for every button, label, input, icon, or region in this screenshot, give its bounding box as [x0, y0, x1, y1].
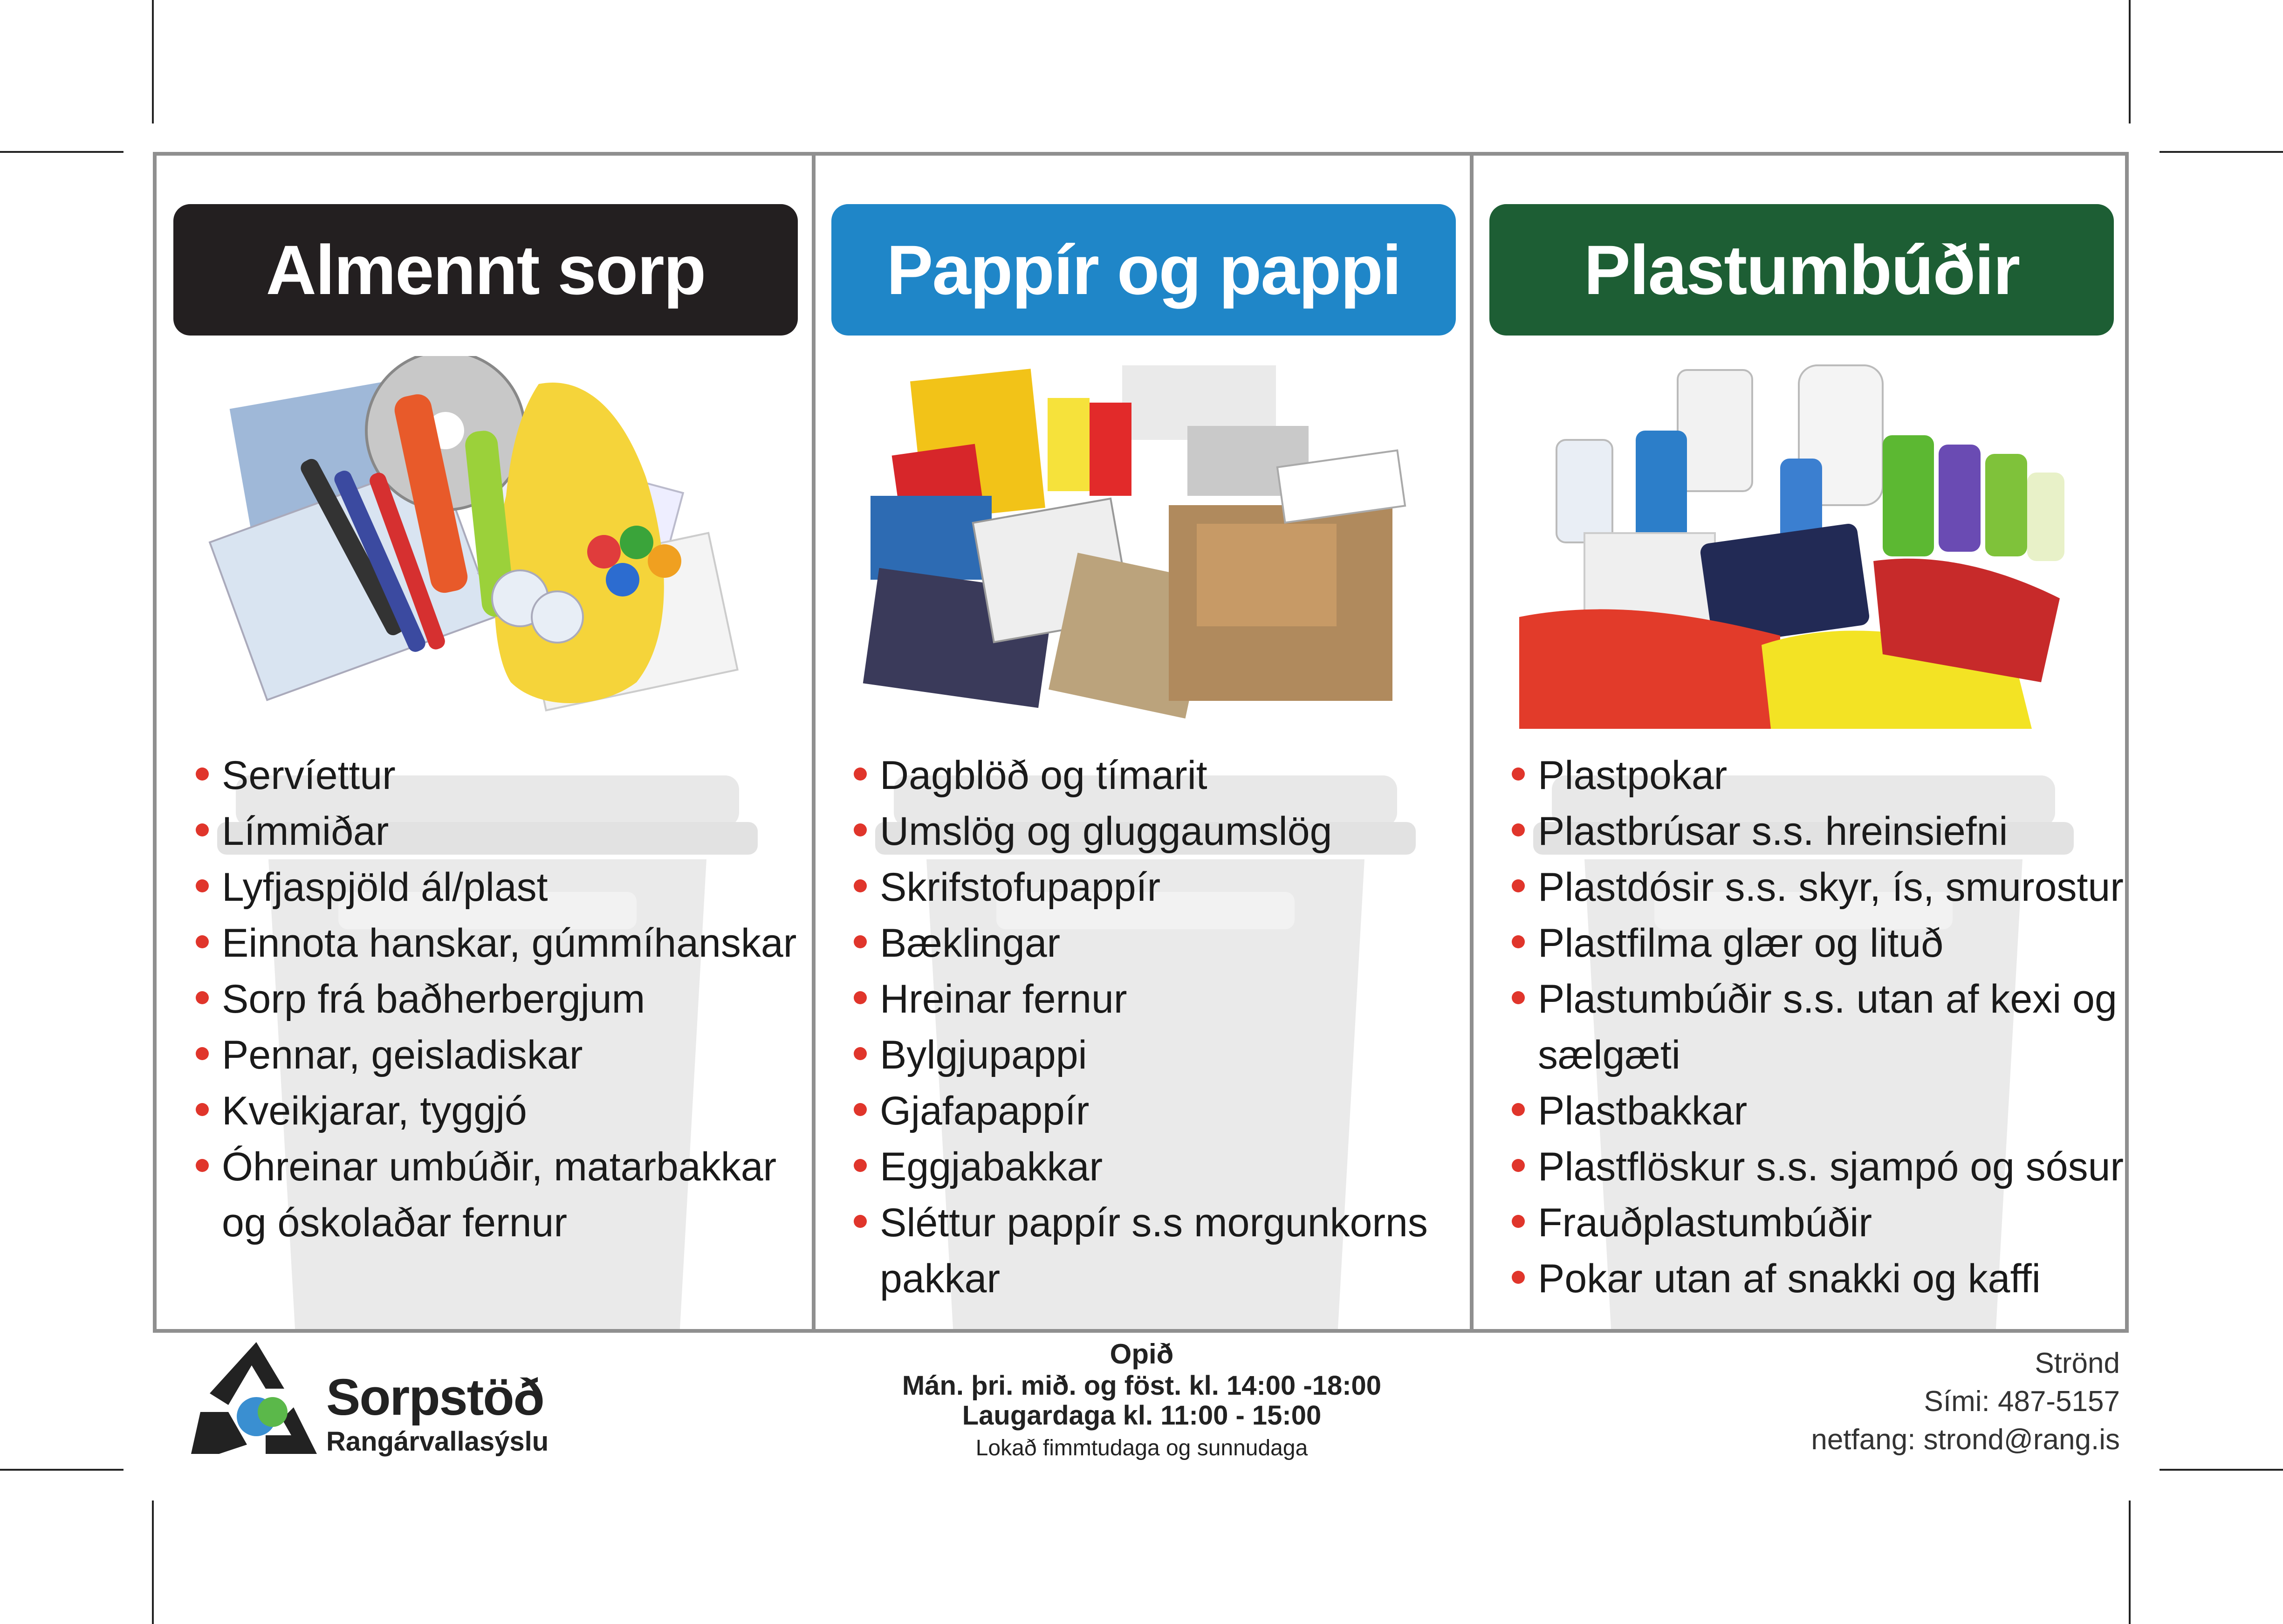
crop-mark: [0, 1469, 123, 1471]
contact-phone: Sími: 487-5157: [1924, 1385, 2120, 1418]
paper-waste-photo: [861, 356, 1420, 729]
category-header: Almennt sorp: [173, 204, 798, 336]
plastic-waste-photo: [1519, 356, 2078, 729]
list-item: Bæklingar: [847, 915, 1467, 971]
opening-hours: [769, 1337, 1515, 1466]
opening-hours-title: Opið: [1110, 1338, 1174, 1370]
list-item: Plastbakkar: [1505, 1083, 2125, 1139]
closed-days-note: Lokað fimmtudaga og sunnudaga: [975, 1436, 1308, 1460]
list-item: Límmiðar: [189, 803, 809, 859]
category-header: Plastumbúðir: [1489, 204, 2114, 336]
category-item-list: [1505, 747, 2125, 1307]
opening-hours-weekdays: Mán. þri. mið. og föst. kl. 14:00 -18:00: [902, 1370, 1382, 1401]
list-item: Hreinar fernur: [847, 971, 1467, 1027]
list-item: Sorp frá baðherbergjum: [189, 971, 809, 1027]
logo-subtitle: Rangárvallasýslu: [326, 1426, 549, 1457]
crop-mark: [152, 0, 154, 123]
category-header: Pappír og pappi: [831, 204, 1456, 336]
list-item: Pennar, geisladiskar: [189, 1027, 809, 1083]
list-item: Kveikjarar, tyggjó: [189, 1083, 809, 1139]
list-item: Skrifstofupappír: [847, 859, 1467, 915]
crop-mark: [0, 151, 123, 153]
crop-mark: [2129, 0, 2131, 123]
list-item: Dagblöð og tímarit: [847, 747, 1467, 803]
list-item: Bylgjupappi: [847, 1027, 1467, 1083]
sorting-guide-frame: [153, 152, 2129, 1333]
column-general-waste: [157, 156, 815, 1329]
category-item-list: [189, 747, 809, 1251]
logo-name: Sorpstöð: [326, 1369, 544, 1426]
contact-email: netfang: strond@rang.is: [1811, 1424, 2120, 1456]
list-item: Plastdósir s.s. skyr, ís, smurostur: [1505, 859, 2125, 915]
list-item: Pokar utan af snakki og kaffi: [1505, 1251, 2125, 1307]
general-waste-photo: [203, 356, 762, 729]
list-item: Plastflöskur s.s. sjampó og sósur: [1505, 1139, 2125, 1195]
crop-mark: [2160, 151, 2283, 153]
list-item: Plastbrúsar s.s. hreinsiefni: [1505, 803, 2125, 859]
list-item: Plastpokar: [1505, 747, 2125, 803]
list-item: Einnota hanskar, gúmmíhanskar: [189, 915, 809, 971]
contact-place: Strönd: [2035, 1347, 2120, 1379]
list-item: Plastumbúðir s.s. utan af kexi og sælgæti: [1505, 971, 2125, 1083]
list-item: Plastfilma glær og lituð: [1505, 915, 2125, 971]
list-item: Umslög og gluggaumslög: [847, 803, 1467, 859]
list-item: Sléttur pappír s.s morgunkorns pakkar: [847, 1195, 1467, 1307]
list-item: Eggjabakkar: [847, 1139, 1467, 1195]
list-item: Servíettur: [189, 747, 809, 803]
crop-mark: [2160, 1469, 2283, 1471]
list-item: Frauðplastumbúðir: [1505, 1195, 2125, 1251]
crop-mark: [2129, 1501, 2131, 1624]
contact-info: [1811, 1344, 2120, 1459]
category-item-list: [847, 747, 1467, 1307]
crop-mark: [152, 1501, 154, 1624]
list-item: Lyfjaspjöld ál/plast: [189, 859, 809, 915]
column-plastic: [1473, 156, 2131, 1329]
column-paper: [815, 156, 1473, 1329]
list-item: Gjafapappír: [847, 1083, 1467, 1139]
list-item: Óhreinar umbúðir, matarbakkar og óskolaðar fernur: [189, 1139, 809, 1251]
opening-hours-saturday: Laugardaga kl. 11:00 - 15:00: [962, 1400, 1322, 1431]
